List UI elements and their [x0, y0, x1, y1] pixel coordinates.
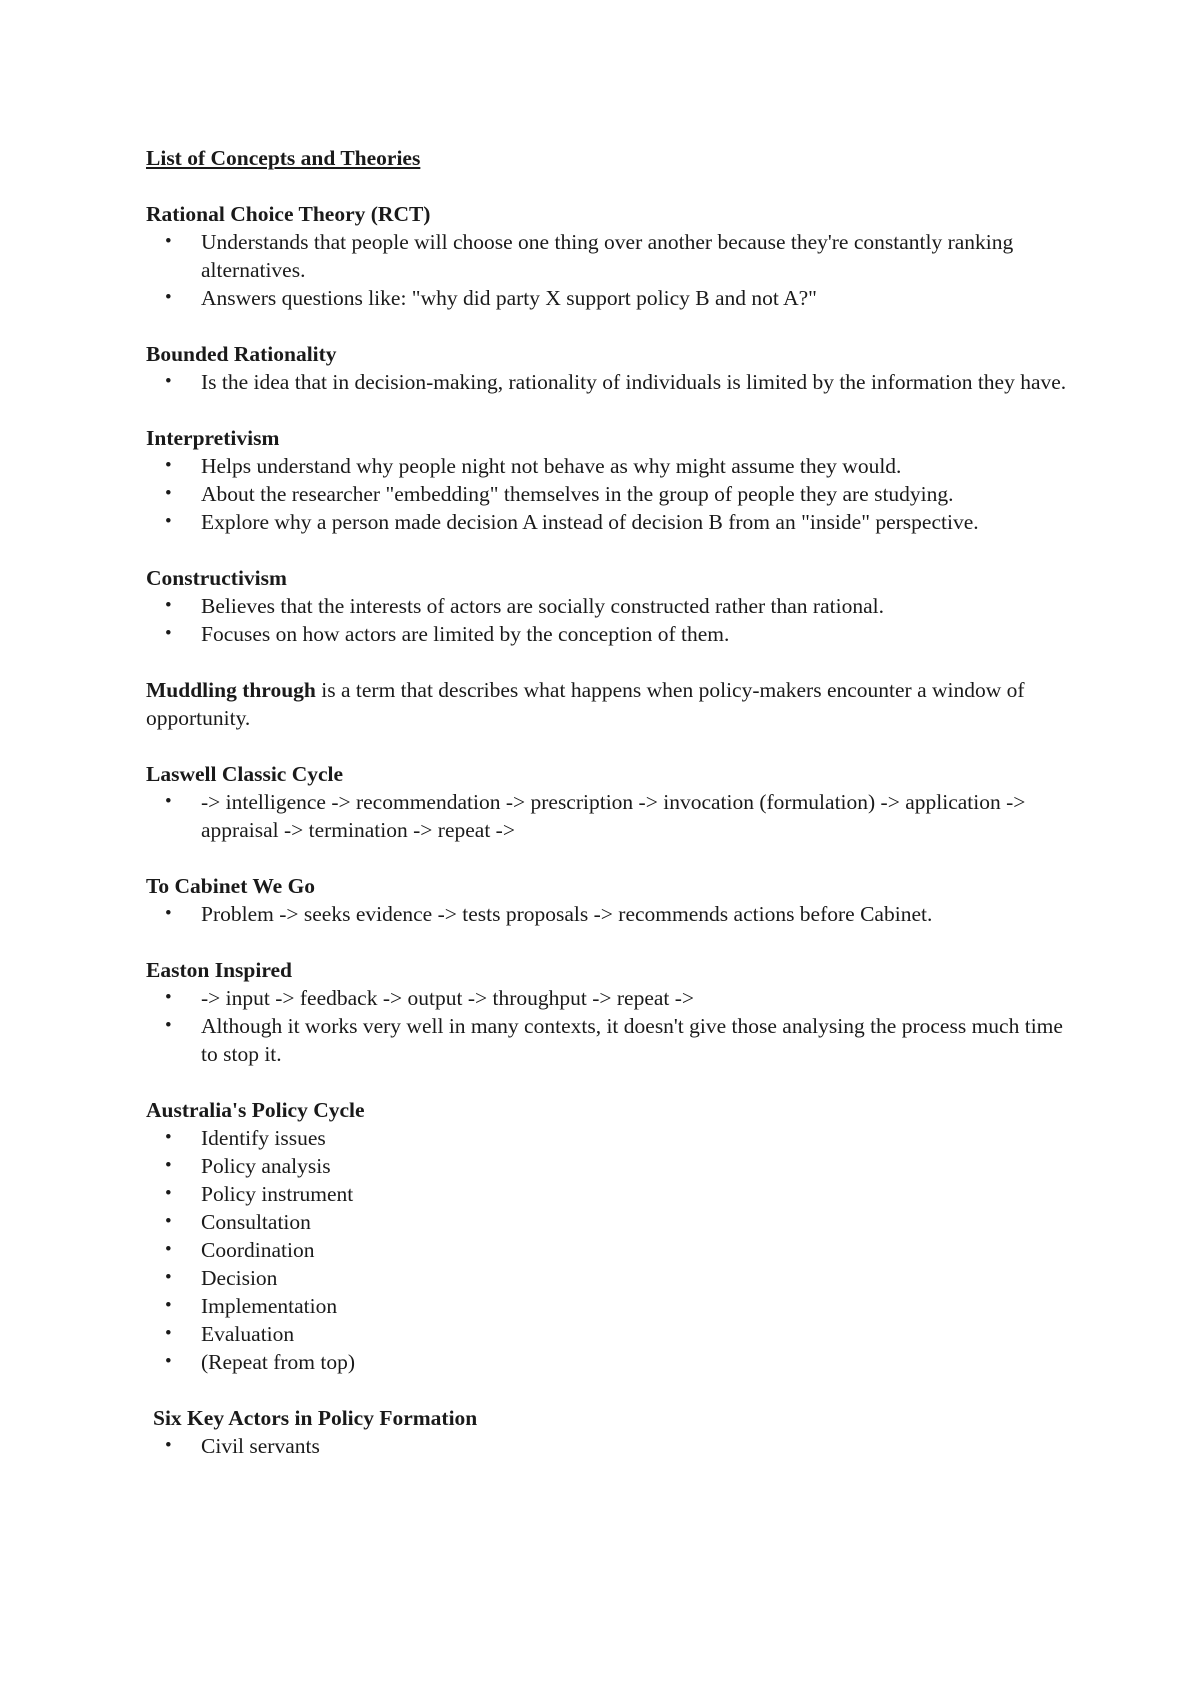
list-item — [146, 1012, 1076, 1068]
list-item — [146, 1292, 1076, 1320]
bullet-icon: • — [165, 1155, 172, 1176]
list-item — [146, 620, 1076, 648]
list-item-text: Policy analysis — [201, 1154, 331, 1178]
sections-group-1 — [146, 200, 1076, 648]
bullet-icon: • — [165, 287, 172, 308]
bullet-list — [146, 788, 1076, 844]
bullet-icon: • — [165, 483, 172, 504]
bullet-icon: • — [165, 1323, 172, 1344]
list-item-text: Coordination — [201, 1238, 315, 1262]
list-item-text: Civil servants — [201, 1434, 320, 1458]
bullet-icon: • — [165, 1211, 172, 1232]
muddling-through-term: Muddling through — [146, 678, 316, 702]
bullet-icon: • — [165, 1239, 172, 1260]
list-item-text: About the researcher "embedding" themselves in the group of people they are studying. — [201, 482, 954, 506]
section-easton-inspired — [146, 956, 1076, 1068]
list-item-text: Explore why a person made decision A instead of decision B from an "inside" perspective. — [201, 510, 979, 534]
section-heading: To Cabinet We Go — [146, 874, 316, 898]
list-item — [146, 1236, 1076, 1264]
list-item-text: Identify issues — [201, 1126, 326, 1150]
section-bounded-rationality — [146, 340, 1076, 396]
bullet-icon: • — [165, 1183, 172, 1204]
section-interpretivism — [146, 424, 1076, 536]
bullet-icon: • — [165, 1351, 172, 1372]
list-item-text: Believes that the interests of actors are socially constructed rather than rational. — [201, 594, 884, 618]
section-heading: Bounded Rationality — [146, 342, 337, 366]
list-item-text: Problem -> seeks evidence -> tests proposals -> recommends actions before Cabinet. — [201, 902, 933, 926]
list-item-text: Is the idea that in decision-making, rationality of individuals is limited by the information they have. — [201, 370, 1067, 394]
bullet-list — [146, 1432, 1076, 1460]
bullet-icon: • — [165, 231, 172, 252]
list-item-text: Although it works very well in many contexts, it doesn't give those analysing the process much time to stop it. — [201, 1014, 1063, 1066]
bullet-icon: • — [165, 511, 172, 532]
document-page — [146, 144, 1076, 1488]
bullet-icon: • — [165, 1295, 172, 1316]
muddling-through-paragraph — [146, 676, 1076, 732]
bullet-list — [146, 1124, 1076, 1376]
section-rational-choice-theory-rct — [146, 200, 1076, 312]
list-item — [146, 1264, 1076, 1292]
list-item — [146, 1180, 1076, 1208]
list-item-text: Understands that people will choose one thing over another because they're constantly ranking alternatives. — [201, 230, 1014, 282]
list-item — [146, 984, 1076, 1012]
list-item-text: Implementation — [201, 1294, 338, 1318]
bullet-icon: • — [165, 623, 172, 644]
section-heading: Rational Choice Theory (RCT) — [146, 202, 431, 226]
section-heading: Constructivism — [146, 566, 287, 590]
bullet-icon: • — [165, 371, 172, 392]
bullet-icon: • — [165, 455, 172, 476]
list-item — [146, 1208, 1076, 1236]
bullet-list — [146, 228, 1076, 312]
section-laswell-classic-cycle — [146, 760, 1076, 844]
list-item — [146, 368, 1076, 396]
list-item — [146, 480, 1076, 508]
list-item-text: -> input -> feedback -> output -> throughput -> repeat -> — [201, 986, 695, 1010]
bullet-list — [146, 592, 1076, 648]
bullet-list — [146, 900, 1076, 928]
bullet-icon: • — [165, 1267, 172, 1288]
document-title: List of Concepts and Theories — [146, 146, 421, 170]
section-heading: Interpretivism — [146, 426, 280, 450]
section-heading: Laswell Classic Cycle — [146, 762, 344, 786]
sections-group-2 — [146, 760, 1076, 1460]
list-item-text: Policy instrument — [201, 1182, 354, 1206]
section-six-key-actors-in-policy-formation — [146, 1404, 1076, 1460]
list-item-text: Helps understand why people night not behave as why might assume they would. — [201, 454, 902, 478]
list-item — [146, 592, 1076, 620]
list-item — [146, 1320, 1076, 1348]
list-item-text: Decision — [201, 1266, 278, 1290]
list-item — [146, 1124, 1076, 1152]
list-item — [146, 452, 1076, 480]
bullet-icon: • — [165, 1435, 172, 1456]
section-heading: Easton Inspired — [146, 958, 292, 982]
list-item — [146, 788, 1076, 844]
list-item — [146, 1348, 1076, 1376]
list-item — [146, 284, 1076, 312]
list-item-text: (Repeat from top) — [201, 1350, 356, 1374]
bullet-icon: • — [165, 1015, 172, 1036]
bullet-list — [146, 452, 1076, 536]
list-item — [146, 900, 1076, 928]
bullet-icon: • — [165, 903, 172, 924]
list-item-text: Evaluation — [201, 1322, 295, 1346]
bullet-icon: • — [165, 791, 172, 812]
list-item-text: Answers questions like: "why did party X support policy B and not A?" — [201, 286, 817, 310]
list-item-text: Focuses on how actors are limited by the conception of them. — [201, 622, 730, 646]
list-item-text: -> intelligence -> recommendation -> prescription -> invocation (formulation) -> application -> appraisal -> termination -> repeat -> — [201, 790, 1026, 842]
list-item — [146, 508, 1076, 536]
bullet-icon: • — [165, 595, 172, 616]
list-item — [146, 228, 1076, 284]
bullet-list — [146, 368, 1076, 396]
list-item — [146, 1432, 1076, 1460]
list-item — [146, 1152, 1076, 1180]
section-australia-s-policy-cycle — [146, 1096, 1076, 1376]
section-heading: Australia's Policy Cycle — [146, 1098, 365, 1122]
bullet-icon: • — [165, 1127, 172, 1148]
list-item-text: Consultation — [201, 1210, 311, 1234]
bullet-icon: • — [165, 987, 172, 1008]
muddling-through-text: is a term that describes what happens when policy-makers encounter a window of opportunity. — [146, 678, 1025, 730]
section-heading: Six Key Actors in Policy Formation — [153, 1406, 478, 1430]
section-constructivism — [146, 564, 1076, 648]
bullet-list — [146, 984, 1076, 1068]
section-to-cabinet-we-go — [146, 872, 1076, 928]
